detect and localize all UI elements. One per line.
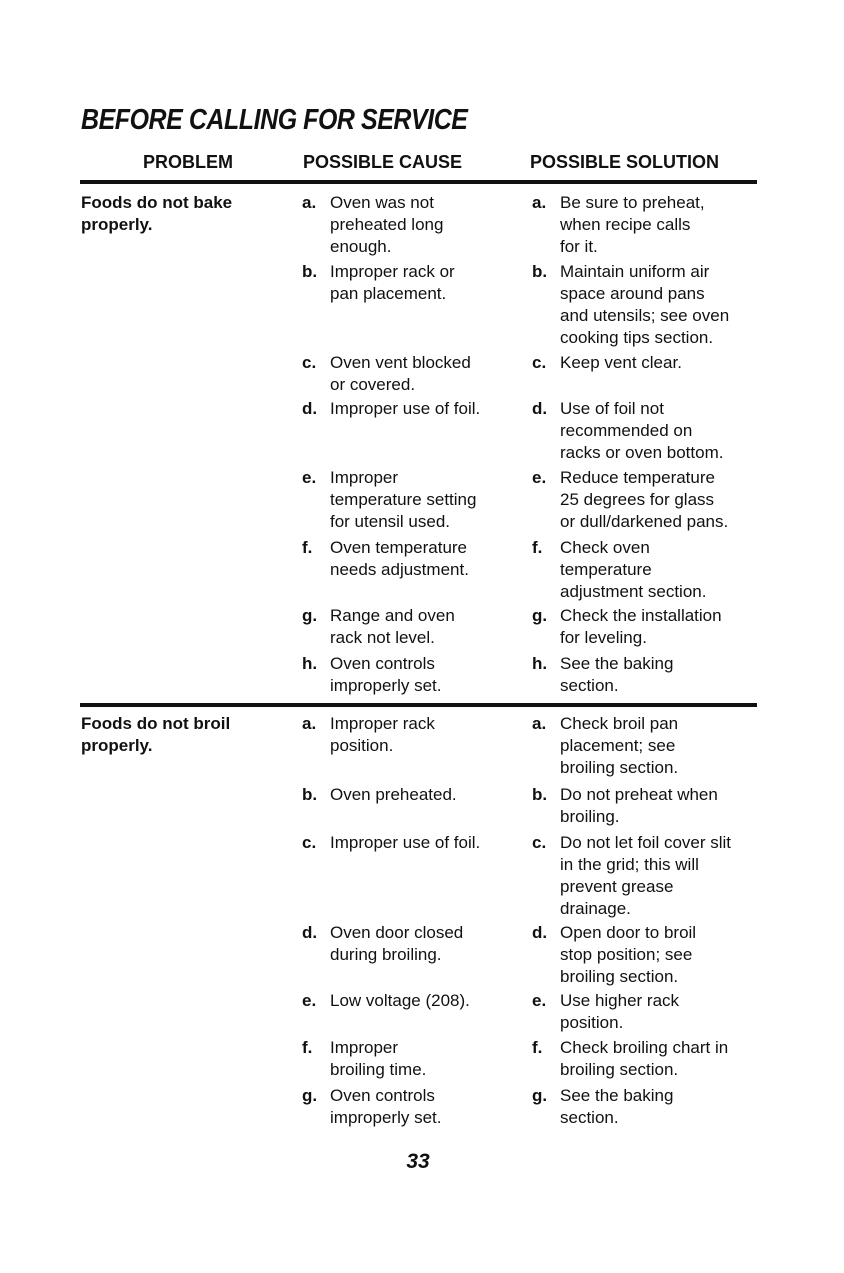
solution-text: Check the installation for leveling. [560,606,722,647]
item-letter: a. [302,193,317,212]
cause-text: Improper temperature setting for utensil used. [330,468,477,531]
solution-text: Check broiling chart in broiling section. [560,1038,729,1079]
item-letter: a. [532,714,547,733]
solution-text: Use higher rack position. [560,991,680,1032]
header-possible-cause: POSSIBLE CAUSE [303,152,463,172]
cause-text: Improper use of foil. [330,833,481,852]
cause-text: Oven temperature needs adjustment. [330,538,469,579]
cause-text: Improper broiling time. [330,1038,427,1079]
item-letter: h. [302,654,318,673]
solution-text: Do not let foil cover slit in the grid; this will prevent grease drainage. [560,833,732,918]
item-letter: g. [532,1086,548,1105]
item-letter: d. [302,923,318,942]
cause-text: Low voltage (208). [330,991,470,1010]
item-letter: a. [532,193,547,212]
item-letter: h. [532,654,548,673]
cause-text: Improper rack position. [330,714,435,755]
header-problem: PROBLEM [143,152,233,172]
item-letter: d. [532,923,548,942]
cause-text: Range and oven rack not level. [330,606,455,647]
item-letter: e. [302,991,317,1010]
item-letter: d. [302,399,318,418]
item-letter: c. [302,833,317,852]
solution-text: Check broil pan placement; see broiling section. [560,714,679,777]
header-divider [80,180,757,184]
item-letter: e. [532,991,547,1010]
problem-label: Foods do not broil properly. [81,714,231,755]
solution-text: Reduce temperature 25 degrees for glass or dull/darkened pans. [560,468,729,531]
item-letter: f. [532,1038,543,1057]
item-letter: d. [532,399,548,418]
item-letter: b. [302,262,318,281]
section-divider [80,703,757,707]
cause-text: Improper rack or pan placement. [330,262,455,303]
problem-label: Foods do not bake properly. [81,193,233,234]
solution-text: Maintain uniform air space around pans and utensils; see oven cooking tips section. [560,262,730,347]
solution-text: See the baking section. [560,654,674,695]
cause-text: Oven was not preheated long enough. [330,193,444,256]
page-number: 33 [406,1150,430,1173]
item-letter: b. [532,785,548,804]
item-letter: a. [302,714,317,733]
cause-text: Oven controls improperly set. [330,1086,442,1127]
cause-text: Oven door closed during broiling. [330,923,464,964]
solution-text: Check oven temperature adjustment section. [560,538,707,601]
page-title: BEFORE CALLING FOR SERVICE [81,104,468,136]
solution-text: Be sure to preheat, when recipe calls for it. [560,193,705,256]
cause-text: Oven vent blocked or covered. [330,353,471,394]
solution-text: Use of foil not recommended on racks or oven bottom. [560,399,724,462]
item-letter: f. [302,1038,313,1057]
solution-text: Keep vent clear. [560,353,682,372]
item-letter: c. [532,833,547,852]
cause-text: Improper use of foil. [330,399,481,418]
cause-text: Oven preheated. [330,785,457,804]
cause-text: Oven controls improperly set. [330,654,442,695]
solution-text: Do not preheat when broiling. [560,785,718,826]
item-letter: g. [302,1086,318,1105]
item-letter: g. [532,606,548,625]
item-letter: g. [302,606,318,625]
solution-text: See the baking section. [560,1086,674,1127]
item-letter: e. [302,468,317,487]
item-letter: c. [532,353,547,372]
item-letter: f. [302,538,313,557]
item-letter: c. [302,353,317,372]
item-letter: f. [532,538,543,557]
header-possible-solution: POSSIBLE SOLUTION [530,152,720,172]
item-letter: b. [302,785,318,804]
solution-text: Open door to broil stop position; see broiling section. [560,923,697,986]
item-letter: e. [532,468,547,487]
item-letter: b. [532,262,548,281]
